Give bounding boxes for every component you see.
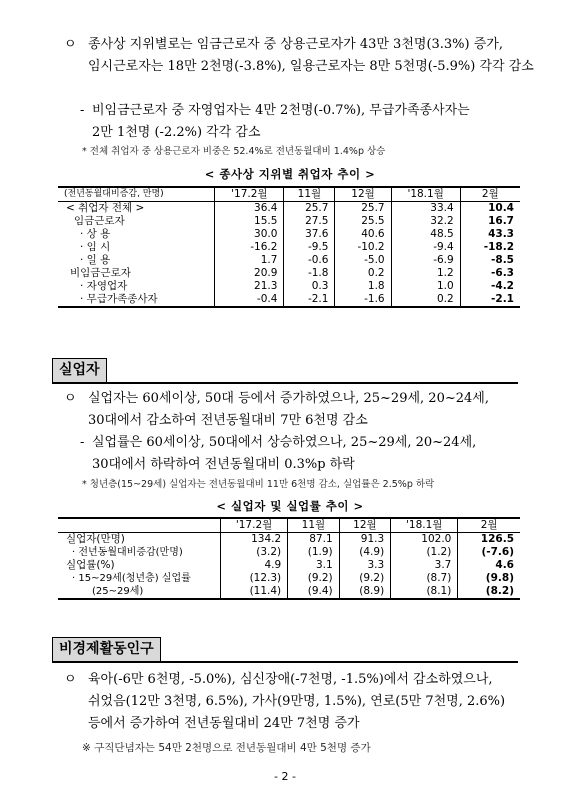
table-cell: 87.1 [288,533,340,547]
table-cell: (4.9) [339,546,391,559]
table-cell: (8.1) [391,585,458,599]
table-row [58,559,520,572]
table-cell: 3.7 [391,559,458,572]
table-cell: 48.5 [391,228,460,241]
table-cell: -2.1 [284,293,335,307]
table-header-row [58,187,520,202]
table-row [58,241,520,254]
paragraph-unemployed [64,388,544,432]
footnote-youth-unemployment: * 청년층(15~29세) 실업자는 전년동월대비 11만 6천명 감소, 실업률은 2.5%p 하락 [82,479,435,490]
table-cell: 10.4 [460,202,520,216]
table-cell: (8.7) [391,572,458,585]
table-cell: 0.2 [335,267,391,280]
table-cell: 1.8 [335,280,391,293]
table-cell: 91.3 [339,533,391,547]
circle-bullet: ㅇ [64,672,77,687]
table-cell: 4.9 [221,559,288,572]
row-label: · 임 시 [80,241,111,253]
table-header-cell: 2월 [460,187,520,202]
row-label: · 자영업자 [80,280,128,292]
table-row [58,585,520,599]
table-cell: 25.5 [335,215,391,228]
table-cell: 43.3 [460,228,520,241]
table-cell: -10.2 [335,241,391,254]
table-cell: 1.0 [391,280,460,293]
table-header-cell: 12월 [335,187,391,202]
table-cell: 4.6 [458,559,520,572]
table-cell: (12.3) [221,572,288,585]
paragraph-inactive [64,669,554,735]
circle-bullet: ㅇ [64,391,77,406]
table-cell: 37.6 [284,228,335,241]
table-cell: -0.6 [284,254,335,267]
row-label: 임금근로자 [74,215,125,227]
row-label: · 일 용 [80,254,111,266]
paragraph-unemployment-rate [80,432,550,476]
unemployment-table [58,517,520,600]
table-header-cell: '18.1월 [391,518,458,533]
section-title-economically-inactive: 비경제활동인구 [52,637,161,662]
row-label: 실업률(%) [66,559,115,571]
row-label: < 취업자 전체 > [66,202,145,214]
paragraph-line: 실업자는 60세이상, 50대 등에서 증가하였으나, 25~29세, 20~24세, [88,391,489,406]
table-cell: (-7.6) [458,546,520,559]
table-cell: 21.3 [215,280,284,293]
table-header-cell: 11월 [288,518,340,533]
table-row [58,228,520,241]
table-cell: -9.5 [284,241,335,254]
paragraph-line: 쉬었음(12만 3천명, 6.5%), 가사(9만명, 1.5%), 연로(5만 7천명, 2.6%) [88,694,506,709]
table-header-cell: '17.2월 [221,518,288,533]
row-label: · 15~29세(청년층) 실업률 [72,573,191,584]
table-cell: (3.2) [221,546,288,559]
table-header-row [58,518,520,533]
table-cell: (9.8) [458,572,520,585]
table-cell: 1.2 [391,267,460,280]
table-header-cell: (전년동월대비증감, 만명) [58,187,215,202]
paragraph-line: 2만 1천명 (-2.2%) 각각 감소 [92,125,261,140]
table-cell: 3.3 [339,559,391,572]
table-cell: -8.5 [460,254,520,267]
table-cell: (1.2) [391,546,458,559]
circle-bullet: ㅇ [64,37,77,52]
table-caption: < 실업자 및 실업률 추이 > [216,499,364,513]
paragraph-line: 임시근로자는 18만 2천명(-3.8%), 일용근로자는 8만 5천명(-5.9%) 각각 감소 [88,59,534,74]
table-cell: 32.2 [391,215,460,228]
footnote-discouraged-workers: ※ 구직단념자는 54만 2천명으로 전년동월대비 4만 5천명 증가 [82,742,371,754]
table-row [58,293,520,307]
table-row [58,546,520,559]
paragraph-line: 육아(-6만 6천명, -5.0%), 심신장애(-7천명, -1.5%)에서 감소하였으나, [88,672,493,687]
row-label: · 전년동월대비증감(만명) [72,547,183,558]
table-cell: 33.4 [391,202,460,216]
table-cell: (8.9) [339,585,391,599]
table-header-cell: 12월 [339,518,391,533]
table-cell: (9.2) [288,572,340,585]
table-cell: 20.9 [215,267,284,280]
table-cell: -16.2 [215,241,284,254]
table-cell: 40.6 [335,228,391,241]
table-cell: -1.8 [284,267,335,280]
paragraph-line: 30대에서 하락하여 전년동월대비 0.3%p 하락 [92,457,355,472]
table-cell: 1.7 [215,254,284,267]
row-label: · 상 용 [80,228,111,240]
table-cell: 126.5 [458,533,520,547]
table-cell: 25.7 [284,202,335,216]
table-row [58,533,520,547]
table-row [58,254,520,267]
table-header-cell: '18.1월 [391,187,460,202]
paragraph-line: 종사상 지위별로는 임금근로자 중 상용근로자가 43만 3천명(3.3%) 증가, [88,37,503,52]
row-label: (25~29세) [58,585,221,599]
row-label: 비임금근로자 [70,267,131,279]
row-label: 실업자(만명) [66,533,125,545]
table-cell: -18.2 [460,241,520,254]
table-cell: 102.0 [391,533,458,547]
table-header-cell: 11월 [284,187,335,202]
paragraph-nonwage [80,100,550,144]
table-cell: 0.3 [284,280,335,293]
table-cell: (8.2) [458,585,520,599]
table-header-cell: 2월 [458,518,520,533]
table-cell: -4.2 [460,280,520,293]
row-label: · 무급가족종사자 [58,293,215,307]
table-row [58,215,520,228]
table-row [58,267,520,280]
table-cell: 16.7 [460,215,520,228]
paragraph-line: 비임금근로자 중 자영업자는 4만 2천명(-0.7%), 무급가족종사자는 [92,103,470,118]
table-row [58,202,520,216]
table-cell: (1.9) [288,546,340,559]
table-cell: -6.9 [391,254,460,267]
table-cell: (9.2) [339,572,391,585]
section-underline [52,382,518,384]
table-cell: 27.5 [284,215,335,228]
employment-status-table [58,186,520,308]
section-underline [52,661,518,663]
dash-bullet: - [80,435,85,450]
dash-bullet: - [80,103,85,118]
table-row [58,572,520,585]
table-cell: -1.6 [335,293,391,307]
page-number: - 2 - [274,770,296,783]
table-cell: 30.0 [215,228,284,241]
table-header-cell: '17.2월 [215,187,284,202]
table-cell: 3.1 [288,559,340,572]
table-cell: 25.7 [335,202,391,216]
footnote-regular-share: * 전체 취업자 중 상용근로자 비중은 52.4%로 전년동월대비 1.4%p 상승 [82,146,386,157]
table-cell: -2.1 [460,293,520,307]
paragraph-line: 30대에서 감소하여 전년동월대비 7만 6천명 감소 [88,413,368,428]
table-cell: (11.4) [221,585,288,599]
table-cell: 0.2 [391,293,460,307]
table-header-cell [58,518,221,533]
paragraph-employment-status [64,34,544,78]
table-row [58,280,520,293]
table-cell: 134.2 [221,533,288,547]
table-caption: < 종사상 지위별 취업자 추이 > [204,167,376,181]
table-cell: -0.4 [215,293,284,307]
table-cell: -9.4 [391,241,460,254]
paragraph-line: 등에서 증가하여 전년동월대비 24만 7천명 증가 [88,716,360,731]
section-title-unemployed: 실업자 [52,358,107,383]
table-cell: -5.0 [335,254,391,267]
table-cell: (9.4) [288,585,340,599]
table-cell: -6.3 [460,267,520,280]
table-cell: 36.4 [215,202,284,216]
paragraph-line: 실업률은 60세이상, 50대에서 상승하였으나, 25~29세, 20~24세, [92,435,477,450]
table-cell: 15.5 [215,215,284,228]
